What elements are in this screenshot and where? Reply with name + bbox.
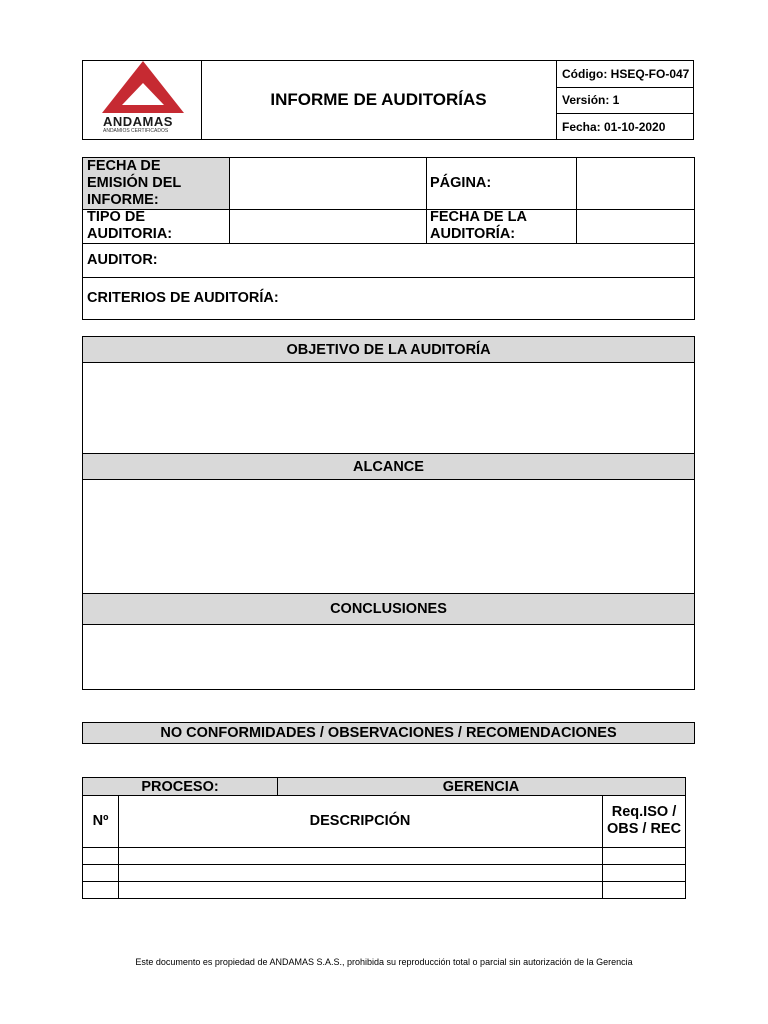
document-date: Fecha: 01-10-2020 [562,120,666,134]
emission-date-label: FECHA DE EMISIÓN DEL INFORME: [87,158,181,208]
table-row [83,882,685,898]
company-logo [95,61,191,139]
nonconformities-title: NO CONFORMIDADES / OBSERVACIONES / RECOMENDACIONES [82,722,695,744]
audit-sections [82,336,695,690]
document-title: INFORME DE AUDITORÍAS [270,90,487,109]
document-header [82,60,694,140]
column-header-type: Req.ISO / OBS / REC [606,804,682,837]
audit-info-table [82,157,695,320]
triangle-logo-icon [102,61,184,117]
column-header-description: DESCRIPCIÓN [309,813,411,829]
column-header-number: Nº [92,813,109,829]
table-row [83,865,685,881]
objective-header: OBJETIVO DE LA AUDITORÍA [83,337,694,363]
audit-criteria-label: CRITERIOS DE AUDITORÍA: [87,290,279,306]
scope-header: ALCANCE [83,453,694,480]
audit-date-label: FECHA DE LA AUDITORÍA: [430,209,527,242]
logo-wordmark: ANDAMAS [103,114,173,129]
footer-notice: Este documento es propiedad de ANDAMAS S.A.S., prohibida su reproducción total o parcial sin autorización de la Gerencia [135,957,633,967]
findings-table [82,777,686,899]
document-code: Código: HSEQ-FO-047 [562,67,690,81]
logo-tagline: ANDAMIOS CERTIFICADOS [103,128,169,134]
process-label: PROCESO: [141,778,219,795]
conclusions-header: CONCLUSIONES [83,593,694,625]
table-row [83,848,685,864]
page-label: PÁGINA: [430,175,492,191]
auditor-label: AUDITOR: [87,252,158,268]
management-label: GERENCIA [442,778,520,795]
document-version: Versión: 1 [562,93,620,107]
audit-type-label: TIPO DE AUDITORIA: [87,209,173,242]
